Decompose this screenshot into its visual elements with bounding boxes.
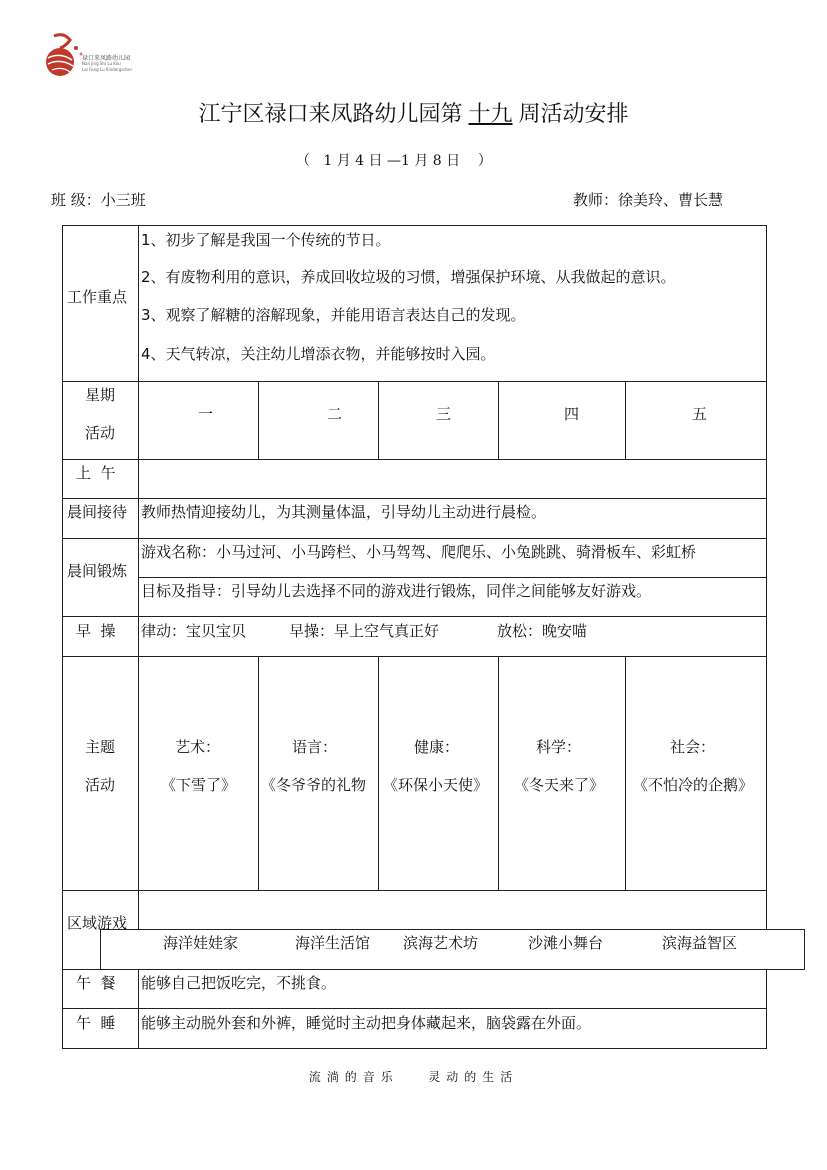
- relax-text: 放松：晚安喵: [497, 622, 588, 640]
- grid-line: [498, 381, 499, 459]
- grid-line: [766, 969, 767, 1048]
- grid-line: [766, 225, 767, 929]
- weekday-wed: 三: [436, 405, 452, 423]
- grid-line: [498, 656, 499, 890]
- theme-subject-wed: 健康：: [414, 738, 460, 756]
- area-item: 海洋生活馆: [295, 934, 371, 952]
- theme-subject-tue: 语言：: [292, 738, 338, 756]
- area-games-label: 区域游戏: [67, 914, 128, 932]
- title-prefix: 江宁区禄口来凤路幼儿园第: [198, 102, 463, 127]
- rhythm-text: 律动：宝贝宝贝: [141, 622, 247, 640]
- theme-subject-thu: 科学：: [536, 738, 582, 756]
- work-focus-item: 1、初步了解是我国一个传统的节日。: [141, 231, 391, 249]
- footer-slogan: 流淌的音乐 灵动的生活: [308, 1070, 519, 1084]
- activity-label: 活动: [85, 424, 116, 442]
- grid-line: [62, 538, 767, 539]
- theme-label: 主题: [85, 738, 116, 756]
- theme-title-thu: 《冬天来了》: [514, 776, 605, 794]
- area-item: 海洋娃娃家: [163, 934, 239, 952]
- grid-line: [62, 381, 767, 382]
- exercise-goal: 目标及指导：引导幼儿去选择不同的游戏进行锻炼，同伴之间能够友好游戏。: [141, 582, 652, 600]
- grid-line: [62, 656, 767, 657]
- grid-line: [258, 656, 259, 890]
- weekday-thu: 四: [564, 405, 580, 423]
- theme-activity-label: 活动: [85, 776, 116, 794]
- theme-title-tue: 《冬爷爷的礼物: [261, 776, 367, 794]
- nap-label: 午 睡: [76, 1014, 116, 1032]
- grid-line: [138, 577, 767, 578]
- grid-line: [378, 656, 379, 890]
- logo-pinyin-2: Lai Feng Lu Kindergarten: [82, 67, 132, 72]
- logo-name: 禄口来凤路幼儿园: [82, 55, 131, 62]
- theme-title-wed: 《环保小天使》: [383, 776, 489, 794]
- morning-label: 上 午: [76, 464, 116, 482]
- grid-line: [62, 459, 767, 460]
- grid-line: [625, 381, 626, 459]
- theme-title-mon: 《下雪了》: [161, 776, 237, 794]
- weekday-label: 星期: [85, 386, 116, 404]
- work-focus-label: 工作重点: [67, 288, 128, 306]
- theme-subject-fri: 社会：: [670, 738, 716, 756]
- nap-text: 能够主动脱外套和外裤，睡觉时主动把身体藏起来，脑袋露在外面。: [141, 1014, 592, 1032]
- page-title: [0, 97, 827, 128]
- morning-exercise-label: 早 操: [76, 622, 116, 640]
- grid-line: [62, 1008, 767, 1009]
- grid-line: [62, 890, 767, 891]
- area-item: 滨海艺术坊: [403, 934, 479, 952]
- weekday-mon: 一: [198, 405, 214, 423]
- grid-line: [100, 929, 805, 930]
- lunch-text: 能够自己把饭吃完，不挑食。: [141, 974, 337, 992]
- class-name: 班 级：小三班: [51, 191, 146, 209]
- grid-line: [100, 929, 101, 969]
- grid-line: [62, 1048, 767, 1049]
- grid-line: [62, 616, 767, 617]
- grid-line: [804, 929, 805, 969]
- grid-line: [378, 381, 379, 459]
- work-focus-item: 4、天气转凉，关注幼儿增添衣物，并能够按时入园。: [141, 345, 496, 363]
- exercise-song: 早操：早上空气真正好: [289, 622, 440, 640]
- work-focus-item: 3、观察了解糖的溶解现象，并能用语言表达自己的发现。: [141, 306, 526, 324]
- grid-line: [625, 656, 626, 890]
- exercise-games: 游戏名称：小马过河、小马跨栏、小马驾驾、爬爬乐、小兔跳跳、骑滑板车、彩虹桥: [141, 543, 697, 561]
- work-focus-item: 2、有废物利用的意识，养成回收垃圾的习惯，增强保护环境、从我做起的意识。: [141, 268, 676, 286]
- grid-line: [62, 969, 805, 970]
- grid-line: [138, 969, 139, 1048]
- area-item: 沙滩小舞台: [528, 934, 604, 952]
- lunch-label: 午 餐: [76, 974, 116, 992]
- exercise-label: 晨间锻炼: [67, 562, 128, 580]
- grid-line: [258, 381, 259, 459]
- reception-label: 晨间接待: [67, 503, 128, 521]
- theme-title-fri: 《不怕冷的企鹅》: [633, 776, 754, 794]
- week-number: 十九: [468, 102, 513, 127]
- logo-pinyin-1: Nan Jing Shi Lu Kou: [82, 61, 121, 66]
- logo-icon: [40, 30, 85, 80]
- grid-line: [138, 225, 139, 929]
- title-suffix: 周活动安排: [518, 102, 629, 127]
- weekday-fri: 五: [692, 405, 708, 423]
- teacher-names: 教师：徐美玲、曹长慧: [573, 191, 724, 209]
- area-item: 滨海益智区: [662, 934, 738, 952]
- grid-line: [62, 225, 767, 226]
- theme-subject-mon: 艺术：: [175, 738, 221, 756]
- grid-line: [62, 498, 767, 499]
- weekday-tue: 二: [327, 405, 343, 423]
- grid-line: [62, 225, 63, 1048]
- reception-text: 教师热情迎接幼儿，为其测量体温，引导幼儿主动进行晨检。: [141, 503, 547, 521]
- date-range: （ 1 月 4 日 —1 月 8 日 ）: [296, 153, 492, 169]
